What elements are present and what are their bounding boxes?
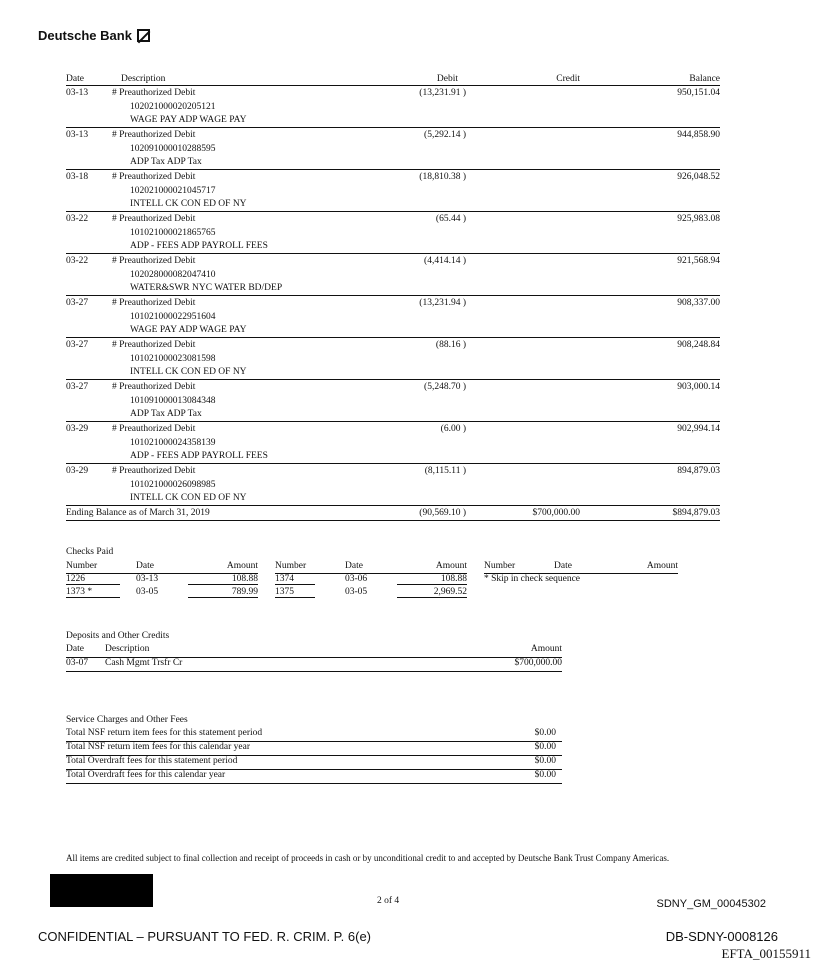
description-payee: WATER&SWR NYC WATER BD/DEP (130, 283, 283, 293)
description-payee: WAGE PAY ADP WAGE PAY (130, 115, 247, 125)
checks-paid-section (66, 547, 678, 601)
transaction-date: 03-27 (66, 298, 89, 308)
fee-label: Total Overdraft fees for this calendar year (66, 770, 226, 780)
fees-title: Service Charges and Other Fees (66, 715, 188, 725)
transaction-row (66, 212, 720, 254)
bank-logo (38, 28, 150, 43)
transaction-row (66, 380, 720, 422)
check-row (66, 587, 258, 599)
transaction-row (66, 254, 720, 296)
page-number: 2 of 4 (377, 896, 400, 906)
description-reference: 101021000022951604 (130, 311, 216, 322)
deutsche-bank-slash-icon (137, 29, 150, 42)
description-reference: 101021000023081598 (130, 353, 216, 364)
description-payee: ADP - FEES ADP PAYROLL FEES (130, 241, 268, 251)
check-number: 1373 * (66, 587, 120, 598)
header-date: Date (66, 74, 84, 84)
transaction-balance: 903,000.14 (677, 382, 720, 392)
transaction-balance: 921,568.94 (677, 256, 720, 266)
transaction-description (112, 339, 247, 380)
transaction-description (112, 255, 282, 296)
checks-paid-table (66, 561, 678, 601)
deposits-header (66, 644, 562, 658)
fees-rows (66, 728, 562, 784)
transaction-date: 03-22 (66, 214, 89, 224)
header-balance: Balance (689, 74, 720, 84)
fee-amount: $0.00 (534, 728, 556, 738)
transaction-description (112, 381, 216, 422)
deposit-description: Cash Mgmt Trsfr Cr (105, 658, 183, 668)
transaction-date: 03-18 (66, 172, 89, 182)
transactions-rows (66, 86, 720, 506)
checks-header-amount: Amount (646, 561, 678, 571)
transaction-row (66, 170, 720, 212)
transaction-debit: (5,292.14 ) (424, 130, 466, 140)
description-type: # Preauthorized Debit (112, 130, 196, 140)
deposit-date: 03-07 (66, 658, 89, 668)
description-payee: INTELL CK CON ED OF NY (130, 493, 247, 503)
transaction-debit: (13,231.91 ) (419, 88, 466, 98)
description-reference: 102028000082047410 (130, 269, 216, 280)
check-amount: 108.88 (397, 574, 467, 585)
fee-label: Total Overdraft fees for this statement period (66, 756, 238, 766)
description-reference: 102021000020205121 (130, 101, 216, 112)
transaction-row (66, 464, 720, 506)
transaction-description (112, 297, 247, 338)
fee-amount: $0.00 (534, 742, 556, 752)
description-payee: ADP - FEES ADP PAYROLL FEES (130, 451, 268, 461)
fee-row (66, 756, 562, 770)
checks-header-amount: Amount (226, 561, 258, 571)
check-amount: 789.99 (188, 587, 258, 598)
ending-label: Ending Balance as of March 31, 2019 (66, 508, 210, 518)
check-row (66, 574, 258, 586)
description-type: # Preauthorized Debit (112, 256, 196, 266)
transaction-row (66, 338, 720, 380)
fee-amount: $0.00 (534, 770, 556, 780)
deposits-title: Deposits and Other Credits (66, 631, 170, 641)
transaction-description (112, 213, 268, 254)
check-amount: 108.88 (188, 574, 258, 585)
fee-label: Total NSF return item fees for this statement period (66, 728, 263, 738)
transaction-debit: (65.44 ) (435, 214, 466, 224)
transaction-description (112, 87, 247, 128)
checks-header-date: Date (554, 561, 572, 571)
bank-name: Deutsche Bank (38, 28, 132, 43)
transaction-debit: (88.16 ) (435, 340, 466, 350)
transaction-debit: (8,115.11 ) (424, 466, 466, 476)
transaction-balance: 902,994.14 (677, 424, 720, 434)
deposits-header-date: Date (66, 644, 84, 654)
check-date: 03-05 (345, 587, 368, 597)
description-type: # Preauthorized Debit (112, 466, 196, 476)
check-row (275, 574, 467, 586)
header-credit: Credit (556, 74, 580, 84)
check-date: 03-13 (136, 574, 159, 584)
ending-credit: $700,000.00 (532, 508, 580, 518)
description-reference: 101021000024358139 (130, 437, 216, 448)
transaction-debit: (13,231.94 ) (419, 298, 466, 308)
header-description: Description (121, 74, 166, 84)
fee-amount: $0.00 (534, 756, 556, 766)
ending-balance-row (66, 506, 720, 521)
transaction-balance: 908,337.00 (677, 298, 720, 308)
transaction-debit: (18,810.38 ) (419, 172, 466, 182)
check-number: 1375 (275, 587, 315, 598)
description-type: # Preauthorized Debit (112, 88, 196, 98)
deposits-header-description: Description (105, 644, 150, 654)
description-reference: 101091000013084348 (130, 395, 216, 406)
fee-row (66, 770, 562, 784)
description-type: # Preauthorized Debit (112, 340, 196, 350)
checks-skip-note: * Skip in check sequence (484, 574, 581, 584)
fees-section (66, 715, 562, 784)
transaction-date: 03-13 (66, 130, 89, 140)
description-type: # Preauthorized Debit (112, 382, 196, 392)
efta-number: EFTA_00155911 (721, 946, 811, 961)
transaction-balance: 894,879.03 (677, 466, 720, 476)
checks-header (66, 561, 258, 574)
checks-header (275, 561, 467, 574)
check-date: 03-05 (136, 587, 159, 597)
transaction-date: 03-13 (66, 88, 89, 98)
transaction-description (112, 423, 268, 464)
check-number: 1226 (66, 574, 120, 585)
transaction-row (66, 86, 720, 128)
checks-header-date: Date (345, 561, 363, 571)
checks-header (484, 561, 678, 574)
description-reference: 101021000026098985 (130, 479, 216, 490)
checks-header-number: Number (275, 561, 307, 571)
transaction-date: 03-29 (66, 466, 89, 476)
check-row (275, 587, 467, 599)
deposits-rows (66, 658, 562, 672)
transaction-debit: (5,248.70 ) (424, 382, 466, 392)
description-type: # Preauthorized Debit (112, 214, 196, 224)
transaction-debit: (4,414.14 ) (424, 256, 466, 266)
description-payee: WAGE PAY ADP WAGE PAY (130, 325, 247, 335)
description-payee: ADP Tax ADP Tax (130, 409, 202, 419)
disclaimer-text: All items are credited subject to final collection and receipt of proceeds in cash or by unconditional credit to and accepted by Deutsche Bank Trust Company Americas. (66, 853, 670, 863)
deposits-header-amount: Amount (530, 644, 562, 654)
transaction-balance: 950,151.04 (677, 88, 720, 98)
transactions-header (66, 73, 720, 86)
transaction-description (112, 129, 216, 170)
checks-header-number: Number (484, 561, 516, 571)
transaction-balance: 908,248.84 (677, 340, 720, 350)
deposit-row (66, 658, 562, 672)
checks-header-number: Number (66, 561, 98, 571)
transactions-table (66, 73, 720, 521)
fee-row (66, 728, 562, 742)
transaction-date: 03-27 (66, 382, 89, 392)
description-reference: 102091000010288595 (130, 143, 216, 154)
transaction-date: 03-27 (66, 340, 89, 350)
transaction-row (66, 422, 720, 464)
transaction-balance: 925,983.08 (677, 214, 720, 224)
transaction-row (66, 296, 720, 338)
header-debit: Debit (436, 74, 458, 84)
transaction-description (112, 171, 247, 212)
ending-debit: (90,569.10 ) (419, 508, 466, 518)
transaction-date: 03-29 (66, 424, 89, 434)
fee-row (66, 742, 562, 756)
deposit-amount: $700,000.00 (514, 658, 562, 668)
fee-label: Total NSF return item fees for this calendar year (66, 742, 250, 752)
transaction-balance: 926,048.52 (677, 172, 720, 182)
description-type: # Preauthorized Debit (112, 298, 196, 308)
description-type: # Preauthorized Debit (112, 172, 196, 182)
checks-paid-title: Checks Paid (66, 547, 114, 557)
document-id: SDNY_GM_00045302 (656, 898, 766, 910)
confidential-notice: CONFIDENTIAL – PURSUANT TO FED. R. CRIM. P. 6(e) (38, 929, 372, 944)
transaction-date: 03-22 (66, 256, 89, 266)
redaction-box (50, 874, 153, 907)
ending-balance: $894,879.03 (672, 508, 720, 518)
description-payee: INTELL CK CON ED OF NY (130, 367, 247, 377)
check-amount: 2,969.52 (397, 587, 467, 598)
transaction-debit: (6.00 ) (440, 424, 466, 434)
checks-header-amount: Amount (435, 561, 467, 571)
check-date: 03-06 (345, 574, 368, 584)
description-type: # Preauthorized Debit (112, 424, 196, 434)
description-reference: 102021000021045717 (130, 185, 216, 196)
description-reference: 101021000021865765 (130, 227, 216, 238)
transaction-description (112, 465, 247, 506)
transaction-balance: 944,858.90 (677, 130, 720, 140)
deposits-section (66, 631, 562, 672)
checks-header-date: Date (136, 561, 154, 571)
description-payee: INTELL CK CON ED OF NY (130, 199, 247, 209)
check-number: 1374 (275, 574, 315, 585)
description-payee: ADP Tax ADP Tax (130, 157, 202, 167)
bates-number: DB-SDNY-0008126 (665, 929, 778, 944)
transaction-row (66, 128, 720, 170)
